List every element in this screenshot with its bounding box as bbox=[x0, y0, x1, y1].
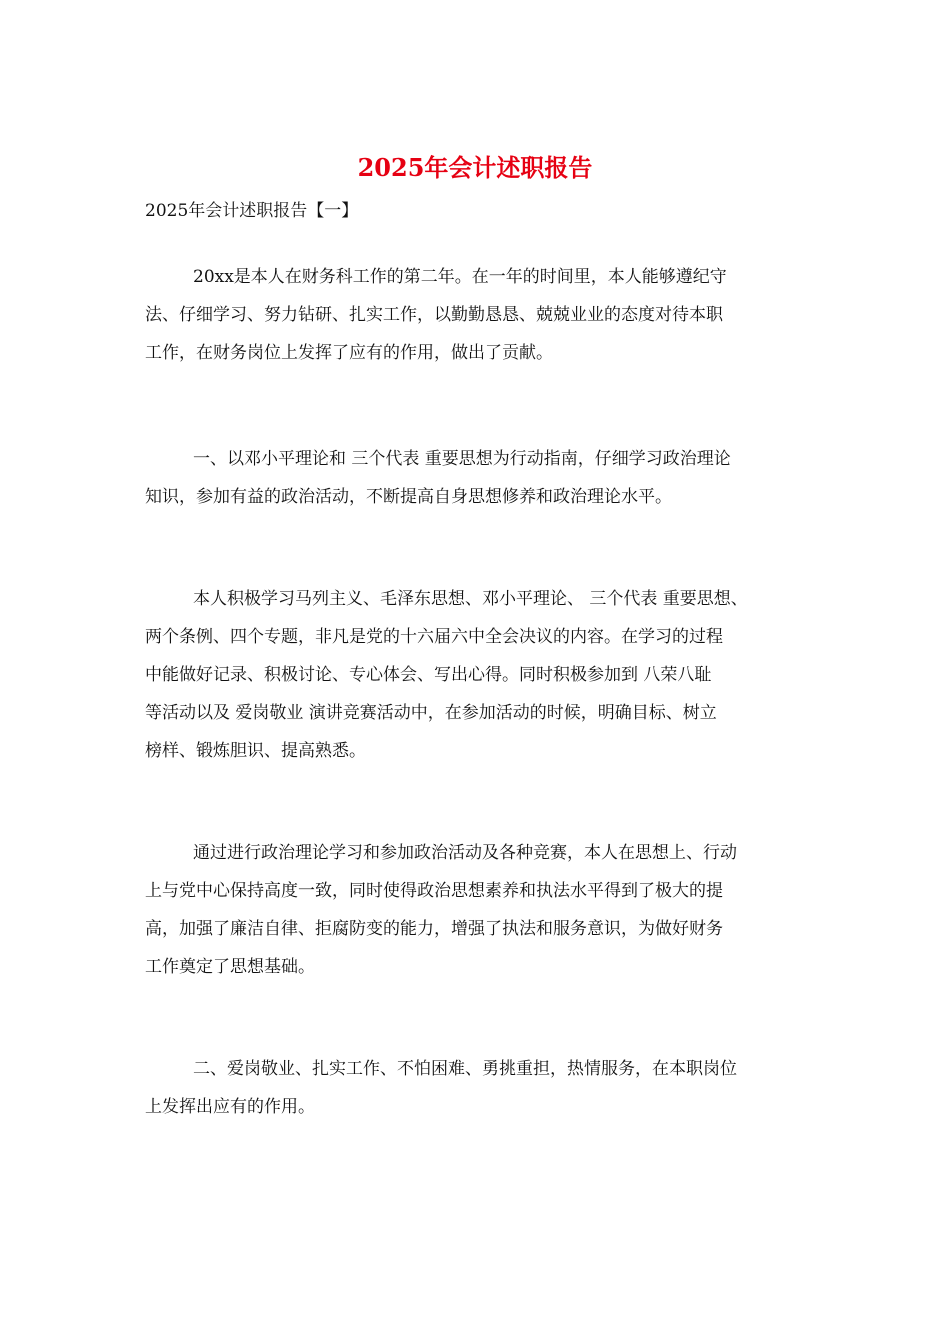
paragraph-line: 通过进行政治理论学习和参加政治活动及各种竞赛，本人在思想上、行动 bbox=[193, 843, 737, 863]
paragraph-line: 上与党中心保持高度一致，同时使得政治思想素养和执法水平得到了极大的提 bbox=[145, 881, 723, 901]
document-title: 2025年会计述职报告 bbox=[357, 153, 593, 182]
paragraph-line: 高，加强了廉洁自律、拒腐防变的能力，增强了执法和服务意识，为做好财务 bbox=[145, 919, 723, 939]
paragraph-intro bbox=[145, 258, 727, 372]
paragraph-line: 上发挥出应有的作用。 bbox=[145, 1097, 315, 1117]
paragraph-line: 法、仔细学习、努力钻研、扎实工作，以勤勤恳恳、兢兢业业的态度对待本职 bbox=[145, 305, 723, 325]
paragraph-line: 工作，在财务岗位上发挥了应有的作用，做出了贡献。 bbox=[145, 343, 553, 363]
paragraph-section-one bbox=[145, 440, 731, 516]
paragraph-line: 两个条例、四个专题，非凡是党的十六届六中全会决议的内容。在学习的过程 bbox=[145, 627, 723, 647]
paragraph-line: 榜样、锻炼胆识、提高熟悉。 bbox=[145, 741, 366, 761]
paragraph-results bbox=[145, 834, 737, 986]
paragraph-line: 知识，参加有益的政治活动，不断提高自身思想修养和政治理论水平。 bbox=[145, 487, 672, 507]
paragraph-line: 中能做好记录、积极讨论、专心体会、写出心得。同时积极参加到 八荣八耻 bbox=[145, 665, 712, 685]
paragraph-line: 本人积极学习马列主义、毛泽东思想、邓小平理论、 三个代表 重要思想、 bbox=[193, 589, 748, 609]
paragraph-study bbox=[145, 580, 748, 770]
paragraph-line: 一、以邓小平理论和 三个代表 重要思想为行动指南，仔细学习政治理论 bbox=[193, 449, 731, 469]
paragraph-line: 工作奠定了思想基础。 bbox=[145, 957, 315, 977]
paragraph-line: 二、爱岗敬业、扎实工作、不怕困难、勇挑重担，热情服务，在本职岗位 bbox=[193, 1059, 737, 1079]
paragraph-line: 20xx是本人在财务科工作的第二年。在一年的时间里，本人能够遵纪守 bbox=[193, 267, 727, 287]
paragraph-section-two bbox=[145, 1050, 737, 1126]
paragraph-line: 等活动以及 爱岗敬业 演讲竞赛活动中，在参加活动的时候，明确目标、树立 bbox=[145, 703, 717, 723]
document-subtitle: 2025年会计述职报告【一】 bbox=[145, 201, 359, 221]
